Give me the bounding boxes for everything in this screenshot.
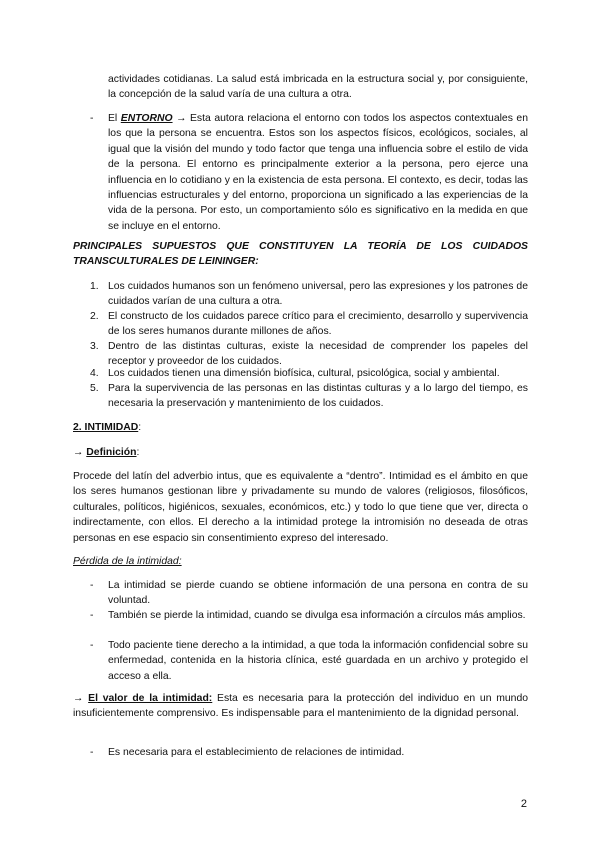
supuesto-2-number: 2. — [90, 311, 99, 322]
definicion-suffix: : — [136, 447, 140, 458]
page-number: 2 — [520, 798, 527, 810]
valor-text: Esta es necesaria para la protección del individuo en un mundo insuficientemente comprensivo. Es indispensable para el mantenimiento de la dignidad personal. — [73, 693, 528, 720]
supuesto-3-text: Dentro de las distintas culturas, existe la necesidad de comprender los papeles del receptor y proveedor de los cuidados. — [108, 341, 528, 368]
definicion-arrow: → — [73, 447, 84, 458]
valor-1-text: Es necesaria para el establecimiento de relaciones de intimidad. — [108, 747, 405, 758]
intimidad-heading-suffix: : — [138, 422, 142, 433]
entorno-arrow: → — [176, 113, 187, 124]
continuation-paragraph: actividades cotidianas. La salud está imbricada en la estructura social y, por consiguiente, la concepción de la salud varía de una cultura a otra. — [108, 74, 528, 101]
supuesto-5-text: Para la supervivencia de las personas en las distintas culturas y a lo largo del tiempo, es necesaria la preservación y mantenimiento de los cuidados. — [108, 383, 528, 410]
supuesto-4-text: Los cuidados tienen una dimensión biofísica, cultural, psicológica, social y ambiental. — [108, 368, 500, 379]
valor-arrow: → — [73, 693, 84, 704]
entorno-text: Esta autora relaciona el entorno con todos los aspectos contextuales en los que la persona se encuentra. Estos son los aspectos físicos, ecológicos, sociales, al igual que la visión del mundo y todo factor que tenga una influencia sobre el estilo de vida de la persona. El entorno es principalmente exterior a la persona, pero ejerce una influencia en lo cotidiano y en la existencia de esta persona. El contexto, es decir, todas las influencias estructurales y del entorno, proporciona un significado a las experiencias de la vida de la persona. Por esto, un comportamiento sólo es significativo en la medida en que se incluye en el entorno. — [108, 113, 528, 232]
perdida-3-text: Todo paciente tiene derecho a la intimidad, a que toda la información confidencial sobre su enfermedad, contenida en la historia clínica, esté guardada en un archivo y protegido el acceso a ella. — [108, 640, 528, 682]
supuesto-4-number: 4. — [90, 368, 99, 379]
definicion-heading — [73, 445, 139, 460]
supuesto-5-number: 5. — [90, 383, 99, 394]
perdida-2-text: También se pierde la intimidad, cuando se divulga esa información a círculos más amplios. — [108, 610, 526, 621]
perdida-1-text: La intimidad se pierde cuando se obtiene información de una persona en contra de su voluntad. — [108, 580, 528, 607]
definicion-paragraph: Procede del latín del adverbio intus, que es equivalente a “dentro”. Intimidad es el ámbito en que los seres humanos gestionan libre y privadamente su mundo de valores (religiosos, filosóficos, culturales, políticos, higiénicos, sexuales, económicos, etc.) y todo lo que tiene que ver, directa o indirectamente, con ellos. El derecho a la intimidad protege la intromisión no deseada de otras personas en ese espacio sin consentimiento expreso del interesado. — [73, 471, 528, 544]
perdida-heading: Pérdida de la intimidad: — [73, 556, 182, 567]
supuesto-1-text: Los cuidados humanos son un fenómeno universal, pero las expresiones y los patrones de cuidados varían de una cultura a otra. — [108, 281, 528, 308]
perdida-1-dash: - — [90, 580, 94, 591]
definicion-label: Definición — [86, 447, 137, 458]
supuesto-3-number: 3. — [90, 341, 99, 352]
intimidad-heading-wrap — [73, 420, 141, 435]
valor-paragraph — [73, 691, 528, 722]
supuesto-1-number: 1. — [90, 281, 99, 292]
intimidad-heading: 2. INTIMIDAD — [73, 422, 139, 433]
entorno-dash: - — [90, 113, 94, 124]
valor-1-dash: - — [90, 747, 94, 758]
entorno-prefix: El — [108, 113, 118, 124]
supuesto-2-text: El constructo de los cuidados parece crítico para el crecimiento, desarrollo y supervivencia de los seres humanos durante millones de años. — [108, 311, 528, 338]
perdida-3-dash: - — [90, 640, 94, 651]
entorno-paragraph — [108, 111, 528, 234]
valor-label: El valor de la intimidad: — [88, 693, 213, 704]
supuestos-heading: PRINCIPALES SUPUESTOS QUE CONSTITUYEN LA TEORÍA DE LOS CUIDADOS TRANSCULTURALES DE LEININGER: — [73, 241, 528, 268]
perdida-2-dash: - — [90, 610, 94, 621]
entorno-term: ENTORNO — [120, 113, 173, 124]
